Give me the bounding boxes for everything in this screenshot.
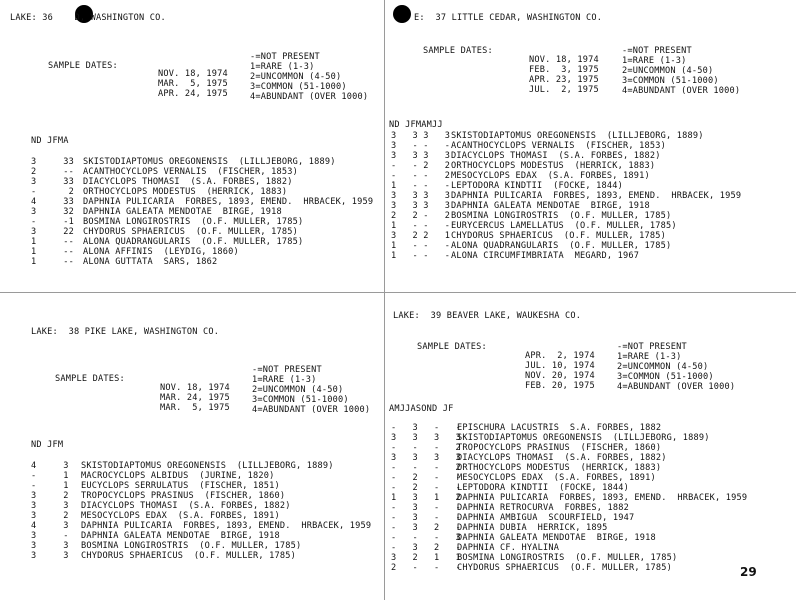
punch-hole-right xyxy=(393,5,411,23)
legend-item: 3=COMMON (51-1000) xyxy=(250,82,347,92)
species-name: ALONA GUTTATA SARS, 1862 xyxy=(83,257,218,267)
species-name: DAPHNIA PULICARIA FORBES, 1893, EMEND. HRBACEK, 1959 xyxy=(81,521,372,531)
sample-dates-label: SAMPLE DATES: xyxy=(55,374,125,384)
legend-item: -=NOT PRESENT xyxy=(252,365,322,375)
legend-item: 1=RARE (1-3) xyxy=(250,62,315,72)
abundance-codes: 1 -- xyxy=(31,237,74,247)
sample-dates-label: SAMPLE DATES: xyxy=(48,61,118,71)
species-name: TROPOCYCLOPS PRASINUS (FISCHER, 1860) xyxy=(81,491,286,501)
lake-title: E: 37 LITTLE CEDAR, WASHINGTON CO. xyxy=(414,13,603,23)
abundance-codes: 1 - - - xyxy=(391,251,451,261)
sample-date: JUL. 10, 1974 xyxy=(525,361,595,371)
species-name: BOSMINA LONGIROSTRIS (O.F. MULLER, 1785) xyxy=(457,553,678,563)
species-name: MESOCYCLOPS EDAX (S.A. FORBES, 1891) xyxy=(451,171,650,181)
sample-date: FEB. 3, 1975 xyxy=(529,65,599,75)
legend-item: 4=ABUNDANT (OVER 1000) xyxy=(250,92,369,102)
species-name: LEPTODORA KINDTII (FOCKE, 1844) xyxy=(451,181,623,191)
legend-item: 2=UNCOMMON (4-50) xyxy=(252,385,344,395)
species-name: MACROCYCLOPS ALBIDUS (JURINE, 1820) xyxy=(81,471,275,481)
abundance-codes: 3 3 xyxy=(31,551,69,561)
abundance-codes: - 3 2 - xyxy=(391,543,461,553)
sample-date: MAR. 5, 1975 xyxy=(158,79,228,89)
abundance-codes: 4 3 xyxy=(31,521,69,531)
abundance-codes: 3 2 1 1 xyxy=(391,553,461,563)
sample-date: NOV. 20, 1974 xyxy=(525,371,595,381)
legend-item: -=NOT PRESENT xyxy=(250,52,320,62)
species-name: DAPHNIA AMBIGUA SCOURFIELD, 1947 xyxy=(457,513,635,523)
species-name: SKISTODIAPTOMUS OREGONENSIS (LILLJEBORG, 1889) xyxy=(81,461,334,471)
abundance-codes: 3 2 xyxy=(31,491,69,501)
sample-dates-label: SAMPLE DATES: xyxy=(417,342,487,352)
species-name: ALONA AFFINIS (LEYDIG, 1860) xyxy=(83,247,239,257)
species-name: ACANTHOCYCLOPS VERNALIS (FISCHER, 1853) xyxy=(451,141,666,151)
months-header: ND JFMA xyxy=(31,136,69,146)
species-name: DAPHNIA PULICARIA FORBES, 1893, EMEND. HRBACEK, 1959 xyxy=(83,197,374,207)
abundance-codes: - 1 xyxy=(31,471,69,481)
vertical-divider xyxy=(384,0,385,600)
species-name: MESOCYCLOPS EDAX (S.A. FORBES, 1891) xyxy=(457,473,656,483)
abundance-codes: 1 -- xyxy=(31,247,74,257)
species-name: EURYCERCUS LAMELLATUS (O.F. MULLER, 1785) xyxy=(451,221,677,231)
sample-date: MAR. 24, 1975 xyxy=(160,393,230,403)
abundance-codes: 3 3 3 3 xyxy=(391,433,461,443)
species-name: DIACYCLOPS THOMASI (S.A. FORBES, 1882) xyxy=(457,453,667,463)
species-name: DIACYCLOPS THOMASI (S.A. FORBES, 1882) xyxy=(451,151,661,161)
abundance-codes: 3 2 xyxy=(31,511,69,521)
abundance-codes: 2 2 - 2 xyxy=(391,211,451,221)
abundance-codes: 3 - xyxy=(31,531,69,541)
species-name: DAPHNIA GALEATA MENDOTAE BIRGE, 1918 xyxy=(451,201,650,211)
sample-dates-label: SAMPLE DATES: xyxy=(423,46,493,56)
abundance-codes: - - 2 2 xyxy=(391,161,451,171)
abundance-codes: - 3 - - xyxy=(391,423,461,433)
abundance-codes: 1 3 1 2 xyxy=(391,493,461,503)
legend-item: 1=RARE (1-3) xyxy=(617,352,682,362)
abundance-codes: 3 3 3 3 xyxy=(391,201,451,211)
abundance-codes: 3 32 xyxy=(31,207,74,217)
abundance-codes: - 1 xyxy=(31,481,69,491)
species-name: EUCYCLOPS SERRULATUS (FISCHER, 1851) xyxy=(81,481,280,491)
abundance-codes: 3 3 3 3 xyxy=(391,151,451,161)
abundance-codes: - 2 - - xyxy=(391,473,461,483)
abundance-codes: - -1 xyxy=(31,217,74,227)
species-name: BOSMINA LONGIROSTRIS (O.F. MULLER, 1785) xyxy=(81,541,302,551)
abundance-codes: 1 - - - xyxy=(391,241,451,251)
species-name: DAPHNIA PULICARIA FORBES, 1893, EMEND. HRBACEK, 1959 xyxy=(451,191,742,201)
legend-item: 4=ABUNDANT (OVER 1000) xyxy=(252,405,371,415)
species-name: ORTHOCYCLOPS MODESTUS (HERRICK, 1883) xyxy=(457,463,662,473)
species-name: DAPHNIA RETROCURVA FORBES, 1882 xyxy=(457,503,629,513)
sample-date: NOV. 18, 1974 xyxy=(158,69,228,79)
legend-item: 2=UNCOMMON (4-50) xyxy=(250,72,342,82)
abundance-codes: 2 - - - xyxy=(391,563,461,573)
sample-date: MAR. 5, 1975 xyxy=(160,403,230,413)
species-name: ORTHOCYCLOPS MODESTUS (HERRICK, 1883) xyxy=(451,161,656,171)
abundance-codes: 2 -- xyxy=(31,167,74,177)
abundance-codes: - - - 2 xyxy=(391,443,461,453)
species-name: DAPHNIA GALEATA MENDOTAE BIRGE, 1918 xyxy=(83,207,282,217)
months-header: AMJJASOND JF xyxy=(389,404,454,414)
abundance-codes: - - - 2 xyxy=(391,171,451,181)
months-header: ND JFMAMJJ xyxy=(389,120,443,130)
sample-date: APR. 23, 1975 xyxy=(529,75,599,85)
horizontal-divider xyxy=(0,292,796,293)
species-name: SKISTODIAPTOMUS OREGONENSIS (LILLJEBORG, 1889) xyxy=(83,157,336,167)
abundance-codes: 3 3 3 3 xyxy=(391,131,451,141)
abundance-codes: 3 3 xyxy=(31,541,69,551)
species-name: ALONA QUADRANGULARIS (O.F. MULLER, 1785) xyxy=(83,237,304,247)
legend-item: 3=COMMON (51-1000) xyxy=(252,395,349,405)
abundance-codes: 4 3 xyxy=(31,461,69,471)
legend-item: -=NOT PRESENT xyxy=(617,342,687,352)
species-name: DAPHNIA GALEATA MENDOTAE BIRGE, 1918 xyxy=(81,531,280,541)
abundance-codes: - - - 2 xyxy=(391,463,461,473)
abundance-codes: 3 3 3 3 xyxy=(391,191,451,201)
abundance-codes: 3 - - - xyxy=(391,141,451,151)
abundance-codes: 3 22 xyxy=(31,227,74,237)
legend-item: 1=RARE (1-3) xyxy=(252,375,317,385)
abundance-codes: - 2 - - xyxy=(391,483,461,493)
abundance-codes: 3 33 xyxy=(31,157,74,167)
abundance-codes: 3 2 2 1 xyxy=(391,231,451,241)
legend-item: 3=COMMON (51-1000) xyxy=(617,372,714,382)
lake-title: LAKE: 39 BEAVER LAKE, WAUKESHA CO. xyxy=(393,311,582,321)
species-name: TROPOCYCLOPS PRASINUS (FISCHER, 1860) xyxy=(457,443,662,453)
species-name: DIACYCLOPS THOMASI (S.A. FORBES, 1882) xyxy=(81,501,291,511)
species-name: CHYDORUS SPHAERICUS (O.F. MULLER, 1785) xyxy=(81,551,296,561)
sample-date: NOV. 18, 1974 xyxy=(529,55,599,65)
legend-item: -=NOT PRESENT xyxy=(622,46,692,56)
species-name: BOSMINA LONGIROSTRIS (O.F. MULLER, 1785) xyxy=(83,217,304,227)
species-name: BOSMINA LONGIROSTRIS (O.F. MULLER, 1785) xyxy=(451,211,672,221)
species-name: SKISTODIAPTOMUS OREGONENSIS (LILLJEBORG, 1889) xyxy=(457,433,710,443)
species-name: DAPHNIA DUBIA HERRICK, 1895 xyxy=(457,523,608,533)
legend-item: 4=ABUNDANT (OVER 1000) xyxy=(622,86,741,96)
abundance-codes: 1 - - - xyxy=(391,221,451,231)
abundance-codes: - - - 3 xyxy=(391,533,461,543)
species-name: MESOCYCLOPS EDAX (S.A. FORBES, 1891) xyxy=(81,511,280,521)
species-name: LEPTODORA KINDTII (FOCKE, 1844) xyxy=(457,483,629,493)
abundance-codes: 3 33 xyxy=(31,177,74,187)
abundance-codes: 4 33 xyxy=(31,197,74,207)
sample-date: APR. 24, 1975 xyxy=(158,89,228,99)
lake-title: LAKE: 38 PIKE LAKE, WASHINGTON CO. xyxy=(31,327,220,337)
abundance-codes: 3 3 3 3 xyxy=(391,453,461,463)
legend-item: 2=UNCOMMON (4-50) xyxy=(622,66,714,76)
species-name: ALONA CIRCUMFIMBRIATA MEGARD, 1967 xyxy=(451,251,640,261)
legend-item: 1=RARE (1-3) xyxy=(622,56,687,66)
species-name: DAPHNIA CF. HYALINA xyxy=(457,543,560,553)
species-name: ALONA QUADRANGULARIS (O.F. MULLER, 1785) xyxy=(451,241,672,251)
legend-item: 3=COMMON (51-1000) xyxy=(622,76,719,86)
species-name: EPISCHURA LACUSTRIS S.A. FORBES, 1882 xyxy=(457,423,662,433)
species-name: CHYDORUS SPHAERICUS (O.F. MULLER, 1785) xyxy=(451,231,666,241)
sample-date: FEB. 20, 1975 xyxy=(525,381,595,391)
legend-item: 2=UNCOMMON (4-50) xyxy=(617,362,709,372)
lake-title: LAKE: 36 D, WASHINGTON CO. xyxy=(10,13,166,23)
page-number: 29 xyxy=(740,565,757,579)
abundance-codes: - 2 xyxy=(31,187,74,197)
species-name: CHYDORUS SPHAERICUS (O.F. MULLER, 1785) xyxy=(457,563,672,573)
sample-date: APR. 2, 1974 xyxy=(525,351,595,361)
species-name: DAPHNIA GALEATA MENDOTAE BIRGE, 1918 xyxy=(457,533,656,543)
species-name: SKISTODIAPTOMUS OREGONENSIS (LILLJEBORG, 1889) xyxy=(451,131,704,141)
sample-date: NOV. 18, 1974 xyxy=(160,383,230,393)
species-name: DIACYCLOPS THOMASI (S.A. FORBES, 1882) xyxy=(83,177,293,187)
sample-date: JUL. 2, 1975 xyxy=(529,85,599,95)
abundance-codes: 1 -- xyxy=(31,257,74,267)
species-name: ORTHOCYCLOPS MODESTUS (HERRICK, 1883) xyxy=(83,187,288,197)
abundance-codes: - 3 - - xyxy=(391,513,461,523)
abundance-codes: - 3 - - xyxy=(391,503,461,513)
abundance-codes: - 3 2 - xyxy=(391,523,461,533)
abundance-codes: 3 3 xyxy=(31,501,69,511)
species-name: DAPHNIA PULICARIA FORBES, 1893, EMEND. HRBACEK, 1959 xyxy=(457,493,748,503)
species-name: ACANTHOCYCLOPS VERNALIS (FISCHER, 1853) xyxy=(83,167,298,177)
months-header: ND JFM xyxy=(31,440,64,450)
legend-item: 4=ABUNDANT (OVER 1000) xyxy=(617,382,736,392)
species-name: CHYDORUS SPHAERICUS (O.F. MULLER, 1785) xyxy=(83,227,298,237)
abundance-codes: 1 - - - xyxy=(391,181,451,191)
